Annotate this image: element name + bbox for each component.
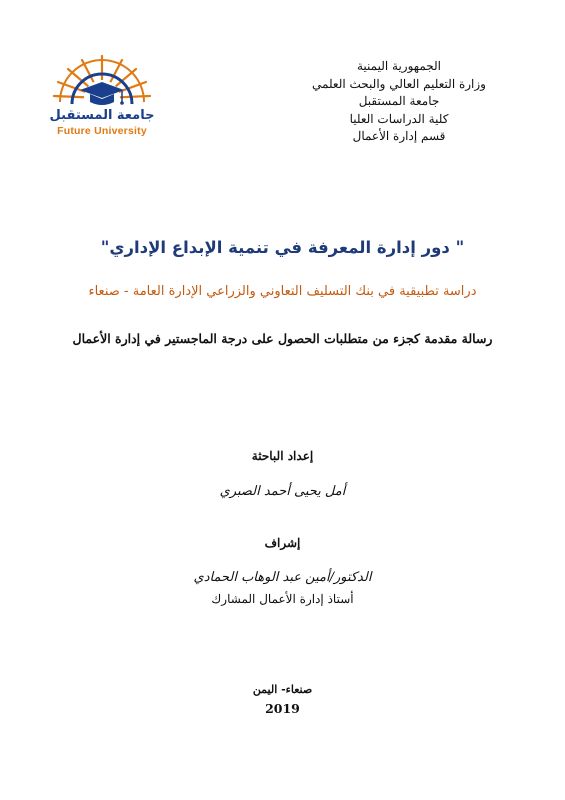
header-department: قسم إدارة الأعمال	[352, 129, 446, 143]
institution-header	[289, 58, 509, 146]
place: صنعاء- اليمن	[252, 683, 313, 696]
header-country: الجمهورية اليمنية	[356, 59, 441, 73]
logo-arabic-name: جامعة المستقبل	[49, 108, 155, 123]
header-college: كلية الدراسات العليا	[349, 111, 449, 126]
graduation-cap-sunrise-icon	[46, 52, 158, 112]
thesis-title: " دور إدارة المعرفة في تنمية الإبداع الإداري"	[100, 238, 465, 257]
header-university: جامعة المستقبل	[358, 94, 440, 108]
logo-english-name: Future University	[57, 125, 147, 137]
thesis-subtitle: دراسة تطبيقية في بنك التسليف التعاوني والزراعي الإدارة العامة - صنعاء	[88, 284, 477, 299]
supervisor-name: الدكتور/أمين عبد الوهاب الحمادي	[193, 570, 372, 585]
degree-statement: رسالة مقدمة كجزء من متطلبات الحصول على درجة الماجستير في إدارة الأعمال	[72, 331, 493, 346]
university-logo	[46, 52, 158, 138]
supervision-label: إشراف	[264, 536, 301, 550]
researcher-name: أمل يحيى أحمد الصبري	[219, 484, 346, 499]
year: 2019	[265, 701, 300, 716]
header-ministry: وزارة التعليم العالي والبحث العلمي	[312, 76, 486, 91]
supervisor-title: أستاذ إدارة الأعمال المشارك	[211, 592, 354, 606]
prepared-by-label: إعداد الباحثة	[251, 449, 314, 463]
